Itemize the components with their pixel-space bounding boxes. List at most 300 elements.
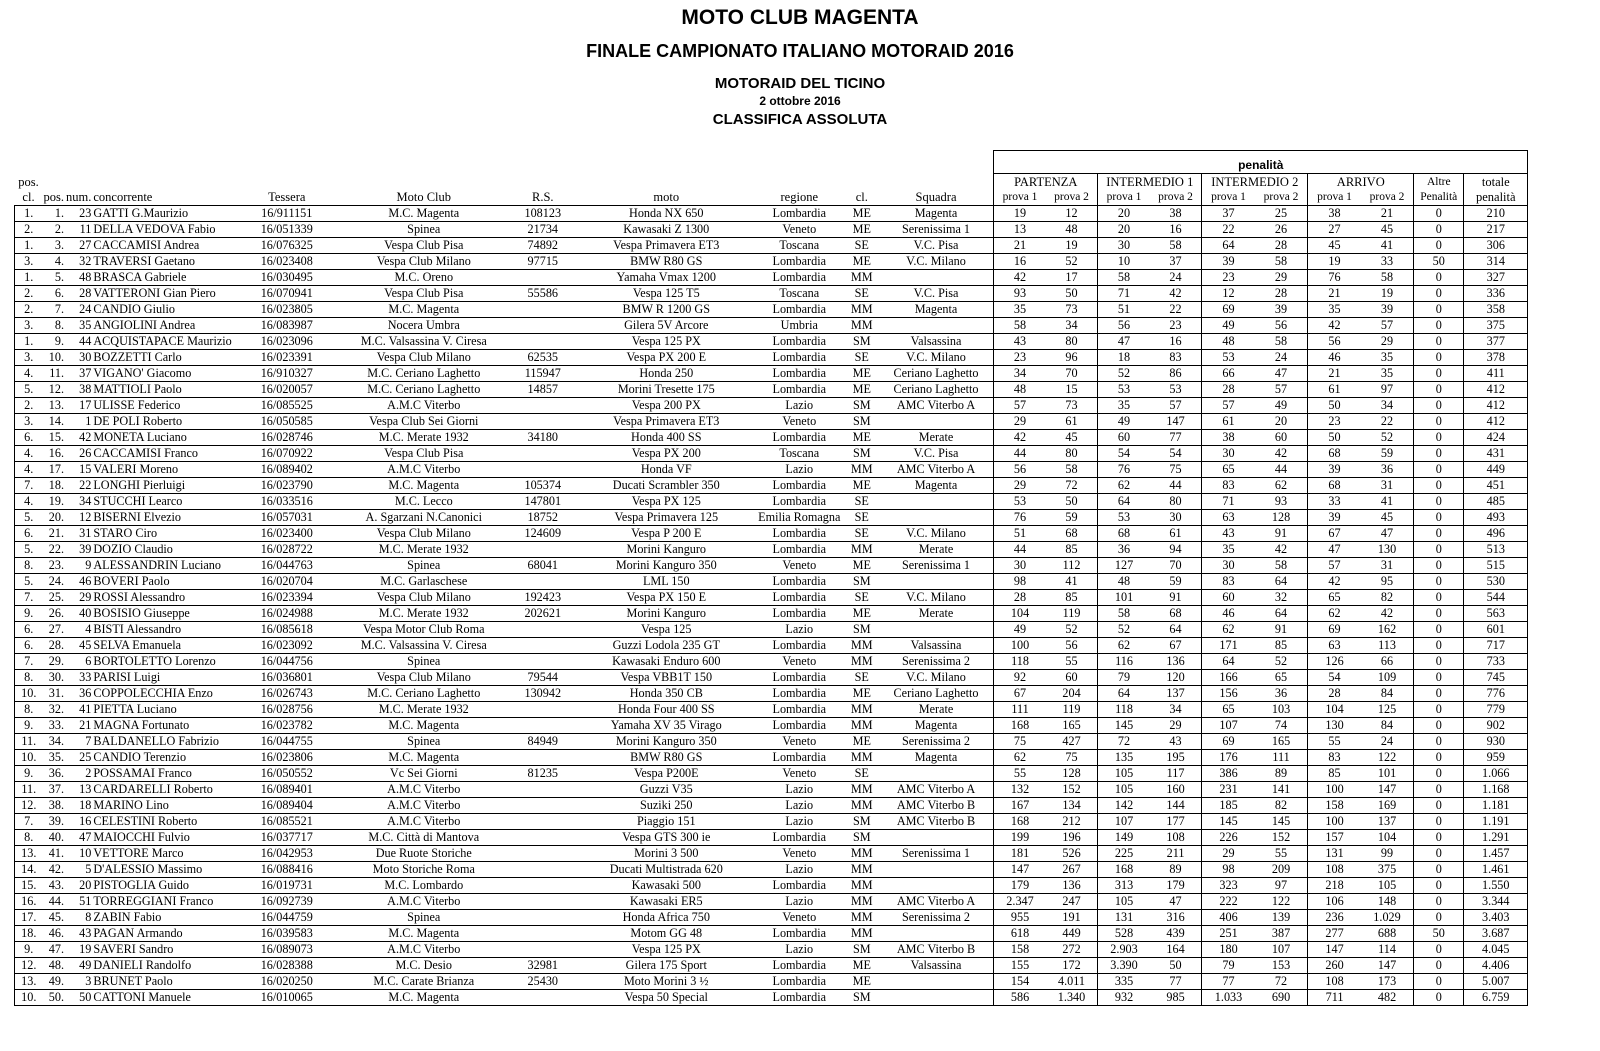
cell-squadra: AMC Viterbo A [879, 894, 994, 910]
cell-pos: 24. [43, 574, 66, 590]
cell-arrivo-prova1: 61 [1308, 382, 1361, 398]
cell-int2-prova2: 145 [1255, 814, 1308, 830]
cell-tessera: 16/010065 [233, 990, 341, 1006]
cell-cl: SE [845, 590, 879, 606]
cell-altre-penalita: 0 [1414, 702, 1464, 718]
table-row [15, 238, 1528, 254]
cell-pos: 39. [43, 814, 66, 830]
cell-totale-penalita: 3.403 [1464, 910, 1528, 926]
cell-rs: 97715 [507, 254, 579, 270]
cell-partenza-prova2: 19 [1046, 238, 1098, 254]
cell-cl: MM [845, 542, 879, 558]
cell-pos: 14. [43, 414, 66, 430]
cell-int2-prova2: 58 [1255, 558, 1308, 574]
cell-moto-club: A.M.C Viterbo [341, 462, 507, 478]
cell-int2-prova1: 77 [1202, 974, 1255, 990]
cell-partenza-prova1: 168 [994, 718, 1046, 734]
cell-num: 1 [65, 414, 92, 430]
col-moto: moto [653, 190, 680, 204]
cell-pos: 37. [43, 782, 66, 798]
cell-partenza-prova2: 41 [1046, 574, 1098, 590]
cell-moto: Piaggio 151 [579, 814, 754, 830]
table-row [15, 622, 1528, 638]
cell-arrivo-prova2: 375 [1361, 862, 1414, 878]
cell-altre-penalita: 0 [1414, 206, 1464, 222]
cell-partenza-prova2: 128 [1046, 766, 1098, 782]
cell-rs [507, 894, 579, 910]
cell-totale-penalita: 377 [1464, 334, 1528, 350]
cell-rs: 55586 [507, 286, 579, 302]
cell-int2-prova1: 185 [1202, 798, 1255, 814]
cell-partenza-prova1: 93 [994, 286, 1046, 302]
cell-regione: Lombardia [754, 494, 845, 510]
cell-tessera: 16/070941 [233, 286, 341, 302]
table-row [15, 430, 1528, 446]
cell-concorrente: STARO Ciro [92, 526, 232, 542]
cell-num: 12 [65, 510, 92, 526]
cell-arrivo-prova2: 66 [1361, 654, 1414, 670]
cell-totale-penalita: 902 [1464, 718, 1528, 734]
cell-cl: MM [845, 702, 879, 718]
cell-pos: 40. [43, 830, 66, 846]
cell-int2-prova2: 209 [1255, 862, 1308, 878]
table-row [15, 222, 1528, 238]
cell-num: 2 [65, 766, 92, 782]
cell-moto-club: Spinea [341, 558, 507, 574]
cell-rs [507, 830, 579, 846]
table-row [15, 478, 1528, 494]
cell-pos-cl: 16. [15, 894, 43, 910]
cell-pos-cl: 4. [15, 366, 43, 382]
cell-num: 3 [65, 974, 92, 990]
cell-concorrente: DE POLI Roberto [92, 414, 232, 430]
table-row [15, 910, 1528, 926]
cell-tessera: 16/023092 [233, 638, 341, 654]
cell-pos-cl: 3. [15, 350, 43, 366]
cell-partenza-prova2: 12 [1046, 206, 1098, 222]
cell-concorrente: BOSISIO Giuseppe [92, 606, 232, 622]
cell-tessera: 16/020704 [233, 574, 341, 590]
cell-num: 13 [65, 782, 92, 798]
cell-rs: 105374 [507, 478, 579, 494]
cell-squadra: AMC Viterbo A [879, 398, 994, 414]
cell-concorrente: PIETTA Luciano [92, 702, 232, 718]
cell-pos-cl: 11. [15, 782, 43, 798]
col-pos-cl-bottom: cl. [22, 189, 35, 204]
cell-arrivo-prova1: 55 [1308, 734, 1361, 750]
cell-squadra: V.C. Pisa [879, 446, 994, 462]
cell-totale-penalita: 6.759 [1464, 990, 1528, 1006]
cell-int2-prova2: 42 [1255, 446, 1308, 462]
cell-int1-prova1: 52 [1098, 622, 1150, 638]
cell-rs: 74892 [507, 238, 579, 254]
cell-int1-prova2: 47 [1150, 894, 1202, 910]
cell-num: 48 [65, 270, 92, 286]
cell-pos-cl: 1. [15, 238, 43, 254]
cell-int2-prova2: 57 [1255, 382, 1308, 398]
table-row [15, 686, 1528, 702]
cell-cl: SM [845, 414, 879, 430]
cell-moto: Ducati Scrambler 350 [579, 478, 754, 494]
cell-tessera: 16/089404 [233, 798, 341, 814]
cell-num: 19 [65, 942, 92, 958]
cell-int2-prova2: 91 [1255, 622, 1308, 638]
cell-regione: Lombardia [754, 574, 845, 590]
cell-int1-prova2: 316 [1150, 910, 1202, 926]
cell-int2-prova2: 89 [1255, 766, 1308, 782]
cell-moto: Vespa VBB1T 150 [579, 670, 754, 686]
table-row [15, 670, 1528, 686]
cell-arrivo-prova2: 109 [1361, 670, 1414, 686]
cell-squadra [879, 318, 994, 334]
cell-pos: 12. [43, 382, 66, 398]
cell-altre-penalita: 0 [1414, 478, 1464, 494]
cell-int1-prova1: 30 [1098, 238, 1150, 254]
cell-altre-penalita: 50 [1414, 254, 1464, 270]
cell-int2-prova2: 25 [1255, 206, 1308, 222]
cell-moto-club: M.C. Oreno [341, 270, 507, 286]
cell-int1-prova1: 107 [1098, 814, 1150, 830]
cell-moto: Vespa Primavera ET3 [579, 238, 754, 254]
cell-partenza-prova1: 147 [994, 862, 1046, 878]
cell-int1-prova1: 18 [1098, 350, 1150, 366]
cell-moto-club: M.C. Merate 1932 [341, 430, 507, 446]
cell-int1-prova2: 64 [1150, 622, 1202, 638]
cell-squadra [879, 622, 994, 638]
cell-arrivo-prova1: 21 [1308, 286, 1361, 302]
cell-partenza-prova1: 158 [994, 942, 1046, 958]
cell-moto-club: Spinea [341, 910, 507, 926]
cell-arrivo-prova1: 47 [1308, 542, 1361, 558]
cell-altre-penalita: 0 [1414, 718, 1464, 734]
cell-concorrente: SAVERI Sandro [92, 942, 232, 958]
cell-totale-penalita: 412 [1464, 414, 1528, 430]
cell-pos: 42. [43, 862, 66, 878]
cell-tessera: 16/083987 [233, 318, 341, 334]
col-totale-top: totale [1464, 174, 1528, 190]
cell-arrivo-prova1: 42 [1308, 574, 1361, 590]
cell-totale-penalita: 530 [1464, 574, 1528, 590]
cell-int2-prova2: 141 [1255, 782, 1308, 798]
cell-altre-penalita: 0 [1414, 574, 1464, 590]
cell-int1-prova2: 91 [1150, 590, 1202, 606]
cell-int2-prova2: 26 [1255, 222, 1308, 238]
cell-partenza-prova2: 196 [1046, 830, 1098, 846]
cell-partenza-prova2: 52 [1046, 254, 1098, 270]
cell-int2-prova1: 83 [1202, 574, 1255, 590]
cell-int1-prova1: 49 [1098, 414, 1150, 430]
cell-cl: MM [845, 846, 879, 862]
cell-int2-prova1: 69 [1202, 302, 1255, 318]
cell-regione: Toscana [754, 286, 845, 302]
cell-int1-prova1: 2.903 [1098, 942, 1150, 958]
cell-arrivo-prova1: 158 [1308, 798, 1361, 814]
cell-partenza-prova2: 68 [1046, 526, 1098, 542]
cell-pos-cl: 7. [15, 590, 43, 606]
cell-concorrente: TORREGGIANI Franco [92, 894, 232, 910]
cell-moto: Gilera 175 Sport [579, 958, 754, 974]
table-row [15, 894, 1528, 910]
cell-num: 28 [65, 286, 92, 302]
cell-altre-penalita: 0 [1414, 286, 1464, 302]
cell-squadra: V.C. Milano [879, 350, 994, 366]
cell-totale-penalita: 717 [1464, 638, 1528, 654]
col-pos-cl-top: pos. [18, 174, 39, 189]
cell-arrivo-prova1: 50 [1308, 398, 1361, 414]
cell-pos-cl: 10. [15, 686, 43, 702]
event-date: 2 ottobre 2016 [759, 94, 841, 108]
cell-regione: Lombardia [754, 270, 845, 286]
cell-int2-prova2: 60 [1255, 430, 1308, 446]
table-row [15, 942, 1528, 958]
cell-rs [507, 798, 579, 814]
cell-int2-prova2: 107 [1255, 942, 1308, 958]
cell-int2-prova2: 39 [1255, 302, 1308, 318]
cell-concorrente: SELVA Emanuela [92, 638, 232, 654]
cell-regione: Lombardia [754, 958, 845, 974]
cell-tessera: 16/036801 [233, 670, 341, 686]
cell-int1-prova1: 58 [1098, 270, 1150, 286]
cell-pos: 16. [43, 446, 66, 462]
cell-rs [507, 910, 579, 926]
cell-moto: Vespa 125 T5 [579, 286, 754, 302]
cell-partenza-prova2: 427 [1046, 734, 1098, 750]
cell-moto: Honda 400 SS [579, 430, 754, 446]
cell-squadra: AMC Viterbo B [879, 798, 994, 814]
cell-int1-prova2: 77 [1150, 430, 1202, 446]
cell-num: 51 [65, 894, 92, 910]
cell-int1-prova2: 75 [1150, 462, 1202, 478]
cell-int1-prova2: 44 [1150, 478, 1202, 494]
col-int1-prova2: prova 2 [1158, 191, 1193, 203]
cell-arrivo-prova1: 218 [1308, 878, 1361, 894]
cell-regione: Lombardia [754, 974, 845, 990]
cell-concorrente: BISERNI Elvezio [92, 510, 232, 526]
cell-pos: 11. [43, 366, 66, 382]
cell-concorrente: VIGANO' Giacomo [92, 366, 232, 382]
cell-totale-penalita: 485 [1464, 494, 1528, 510]
cell-num: 35 [65, 318, 92, 334]
cell-moto: Morini Kanguro 350 [579, 734, 754, 750]
cell-totale-penalita: 412 [1464, 398, 1528, 414]
cell-arrivo-prova2: 31 [1361, 558, 1414, 574]
cell-tessera: 16/057031 [233, 510, 341, 526]
table-row [15, 302, 1528, 318]
cell-cl: MM [845, 862, 879, 878]
cell-totale-penalita: 5.007 [1464, 974, 1528, 990]
cell-regione: Lombardia [754, 670, 845, 686]
cell-tessera: 16/051339 [233, 222, 341, 238]
table-row [15, 526, 1528, 542]
cell-int1-prova1: 76 [1098, 462, 1150, 478]
cell-rs [507, 414, 579, 430]
cell-squadra: Magenta [879, 302, 994, 318]
cell-arrivo-prova2: 57 [1361, 318, 1414, 334]
cell-altre-penalita: 0 [1414, 782, 1464, 798]
table-row [15, 750, 1528, 766]
cell-cl: MM [845, 270, 879, 286]
cell-arrivo-prova1: 45 [1308, 238, 1361, 254]
cell-num: 46 [65, 574, 92, 590]
cell-cl: MM [845, 750, 879, 766]
cell-regione: Lombardia [754, 702, 845, 718]
cell-num: 16 [65, 814, 92, 830]
cell-arrivo-prova2: 101 [1361, 766, 1414, 782]
cell-regione: Lombardia [754, 478, 845, 494]
cell-squadra: Magenta [879, 750, 994, 766]
cell-partenza-prova1: 57 [994, 398, 1046, 414]
cell-partenza-prova1: 618 [994, 926, 1046, 942]
table-row [15, 558, 1528, 574]
cell-arrivo-prova1: 50 [1308, 430, 1361, 446]
cell-arrivo-prova2: 1.029 [1361, 910, 1414, 926]
cell-arrivo-prova1: 23 [1308, 414, 1361, 430]
cell-arrivo-prova2: 84 [1361, 718, 1414, 734]
cell-arrivo-prova2: 482 [1361, 990, 1414, 1006]
cell-arrivo-prova2: 84 [1361, 686, 1414, 702]
cell-pos-cl: 18. [15, 926, 43, 942]
cell-arrivo-prova1: 108 [1308, 974, 1361, 990]
cell-moto: Vespa 125 PX [579, 334, 754, 350]
event-title: MOTORAID DEL TICINO [714, 75, 886, 92]
cell-moto-club: M.C. Ceriano Laghetto [341, 366, 507, 382]
cell-partenza-prova1: 167 [994, 798, 1046, 814]
cell-rs: 18752 [507, 510, 579, 526]
cell-int2-prova1: 71 [1202, 494, 1255, 510]
cell-totale-penalita: 1.168 [1464, 782, 1528, 798]
cell-int2-prova1: 49 [1202, 318, 1255, 334]
cell-rs [507, 926, 579, 942]
cell-totale-penalita: 776 [1464, 686, 1528, 702]
cell-moto: Kawasaki Z 1300 [579, 222, 754, 238]
cell-int2-prova2: 111 [1255, 750, 1308, 766]
cell-pos: 29. [43, 654, 66, 670]
cell-moto-club: M.C. Ceriano Laghetto [341, 686, 507, 702]
cell-moto: Honda VF [579, 462, 754, 478]
cell-moto: Vespa 125 [579, 622, 754, 638]
cell-totale-penalita: 1.457 [1464, 846, 1528, 862]
cell-altre-penalita: 0 [1414, 414, 1464, 430]
cell-pos: 20. [43, 510, 66, 526]
cell-cl: MM [845, 926, 879, 942]
cell-regione: Umbria [754, 318, 845, 334]
cell-partenza-prova1: 16 [994, 254, 1046, 270]
cell-moto-club: Spinea [341, 222, 507, 238]
cell-num: 24 [65, 302, 92, 318]
cell-arrivo-prova1: 21 [1308, 366, 1361, 382]
cell-concorrente: PAGAN Armando [92, 926, 232, 942]
cell-int2-prova1: 79 [1202, 958, 1255, 974]
cell-int2-prova1: 180 [1202, 942, 1255, 958]
cell-squadra: Serenissima 2 [879, 910, 994, 926]
cell-partenza-prova1: 19 [994, 206, 1046, 222]
cell-arrivo-prova2: 19 [1361, 286, 1414, 302]
cell-arrivo-prova1: 157 [1308, 830, 1361, 846]
cell-moto: Motom GG 48 [579, 926, 754, 942]
cell-totale-penalita: 515 [1464, 558, 1528, 574]
cell-int1-prova2: 195 [1150, 750, 1202, 766]
cell-int1-prova2: 22 [1150, 302, 1202, 318]
cell-pos-cl: 9. [15, 606, 43, 622]
cell-tessera: 16/023096 [233, 334, 341, 350]
cell-totale-penalita: 327 [1464, 270, 1528, 286]
cell-num: 31 [65, 526, 92, 542]
cell-int2-prova1: 30 [1202, 446, 1255, 462]
cell-int2-prova1: 39 [1202, 254, 1255, 270]
cell-moto-club: M.C. Lombardo [341, 878, 507, 894]
cell-moto-club: Moto Storiche Roma [341, 862, 507, 878]
cell-num: 7 [65, 734, 92, 750]
cell-totale-penalita: 424 [1464, 430, 1528, 446]
cell-num: 29 [65, 590, 92, 606]
cell-int1-prova1: 64 [1098, 686, 1150, 702]
cell-altre-penalita: 0 [1414, 558, 1464, 574]
cell-arrivo-prova1: 147 [1308, 942, 1361, 958]
col-partenza-prova2: prova 2 [1054, 191, 1089, 203]
cell-moto: Vespa GTS 300 ie [579, 830, 754, 846]
cell-arrivo-prova2: 24 [1361, 734, 1414, 750]
cell-arrivo-prova2: 45 [1361, 222, 1414, 238]
cell-num: 9 [65, 558, 92, 574]
cell-int1-prova2: 59 [1150, 574, 1202, 590]
cell-rs: 62535 [507, 350, 579, 366]
cell-moto-club: M.C. Valsassina V. Ciresa [341, 638, 507, 654]
cell-int2-prova2: 103 [1255, 702, 1308, 718]
cell-int1-prova2: 83 [1150, 350, 1202, 366]
cell-partenza-prova1: 100 [994, 638, 1046, 654]
cell-regione: Veneto [754, 734, 845, 750]
cell-concorrente: GATTI G.Maurizio [92, 206, 232, 222]
cell-regione: Lazio [754, 942, 845, 958]
cell-regione: Lombardia [754, 334, 845, 350]
table-row [15, 270, 1528, 286]
cell-squadra: AMC Viterbo B [879, 814, 994, 830]
cell-partenza-prova2: 272 [1046, 942, 1098, 958]
cell-int2-prova1: 176 [1202, 750, 1255, 766]
cell-int2-prova2: 58 [1255, 334, 1308, 350]
cell-partenza-prova2: 17 [1046, 270, 1098, 286]
cell-num: 39 [65, 542, 92, 558]
table-row [15, 606, 1528, 622]
cell-partenza-prova1: 132 [994, 782, 1046, 798]
cell-altre-penalita: 0 [1414, 270, 1464, 286]
cell-int1-prova1: 64 [1098, 494, 1150, 510]
cell-rs: 147801 [507, 494, 579, 510]
cell-tessera: 16/911151 [233, 206, 341, 222]
cell-int1-prova1: 20 [1098, 222, 1150, 238]
cell-moto-club: A.M.C Viterbo [341, 798, 507, 814]
cell-partenza-prova1: 92 [994, 670, 1046, 686]
cell-num: 33 [65, 670, 92, 686]
cell-num: 17 [65, 398, 92, 414]
cell-arrivo-prova1: 85 [1308, 766, 1361, 782]
cell-int2-prova2: 128 [1255, 510, 1308, 526]
cell-altre-penalita: 0 [1414, 446, 1464, 462]
cell-moto: Vespa PX 125 [579, 494, 754, 510]
table-row [15, 286, 1528, 302]
cell-pos-cl: 4. [15, 446, 43, 462]
cell-moto: Moto Morini 3 ½ [579, 974, 754, 990]
cell-arrivo-prova2: 95 [1361, 574, 1414, 590]
cell-partenza-prova2: 212 [1046, 814, 1098, 830]
cell-int2-prova1: 226 [1202, 830, 1255, 846]
cell-int1-prova1: 105 [1098, 894, 1150, 910]
cell-moto-club: Vespa Motor Club Roma [341, 622, 507, 638]
cell-moto-club: M.C. Merate 1932 [341, 702, 507, 718]
cell-altre-penalita: 0 [1414, 830, 1464, 846]
cell-moto-club: M.C. Magenta [341, 990, 507, 1006]
cell-altre-penalita: 0 [1414, 910, 1464, 926]
